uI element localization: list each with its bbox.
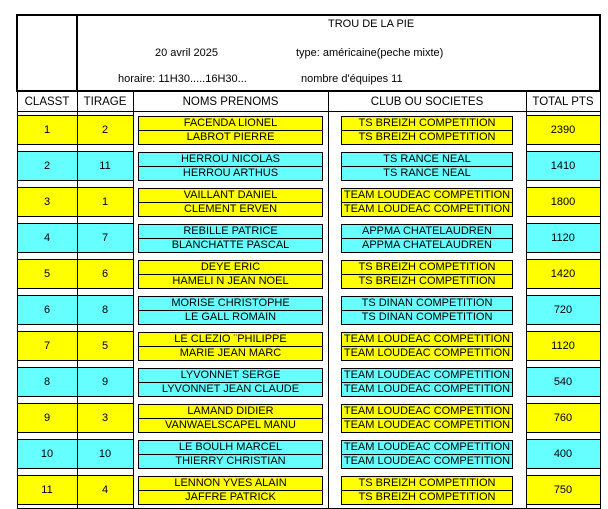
angler-name: CLEMENT ERVEN xyxy=(138,203,323,217)
club-cell xyxy=(328,224,526,239)
tirage-cell: 8 xyxy=(77,296,133,325)
name-cell xyxy=(133,368,328,383)
spacer-cell xyxy=(77,361,133,368)
name-cell xyxy=(133,311,328,325)
angler-name: LABROT PIERRE xyxy=(138,131,323,145)
team-row xyxy=(17,260,600,275)
club-name: APPMA CHATELAUDREN xyxy=(341,224,513,239)
club-cell xyxy=(328,167,526,181)
club-cell xyxy=(328,188,526,203)
spacer-cell xyxy=(77,325,133,332)
spacer-cell xyxy=(526,433,600,440)
tirage-cell: 11 xyxy=(77,152,133,181)
spacer-cell xyxy=(17,469,77,476)
tirage-cell: 6 xyxy=(77,260,133,289)
spacer-cell xyxy=(77,145,133,152)
spacer-cell xyxy=(133,505,328,509)
spacer-cell xyxy=(328,433,526,440)
angler-name: THIERRY CHRISTIAN xyxy=(138,455,323,469)
spacer-cell xyxy=(328,469,526,476)
club-cell xyxy=(328,440,526,455)
team-row xyxy=(17,152,600,167)
team-row xyxy=(17,404,600,419)
col-header-club: CLUB OU SOCIETES xyxy=(328,91,526,112)
club-name: TEAM LOUDEAC COMPETITION xyxy=(341,440,513,455)
name-cell xyxy=(133,167,328,181)
club-name: TEAM LOUDEAC COMPETITION xyxy=(341,383,513,397)
angler-name: MORISE CHRISTOPHE xyxy=(138,296,323,311)
spacer-cell xyxy=(77,217,133,224)
tirage-cell: 2 xyxy=(77,116,133,145)
total-points-cell: 2390 xyxy=(526,116,600,145)
total-points-cell: 540 xyxy=(526,368,600,397)
club-cell xyxy=(328,455,526,469)
event-type: type: américaine(peche mixte) xyxy=(296,47,444,59)
header-blank-cell xyxy=(17,15,77,91)
club-name: TS BREIZH COMPETITION xyxy=(341,491,513,505)
classt-cell: 11 xyxy=(17,476,77,505)
name-cell xyxy=(133,275,328,289)
team-row xyxy=(17,332,600,347)
spacer-cell xyxy=(526,469,600,476)
spacer-cell xyxy=(526,325,600,332)
club-cell xyxy=(328,296,526,311)
team-row xyxy=(17,116,600,131)
angler-name: FACENDA LIONEL xyxy=(138,116,323,131)
club-name: TS BREIZH COMPETITION xyxy=(341,131,513,145)
angler-name: LE BOULH MARCEL xyxy=(138,440,323,455)
club-cell xyxy=(328,491,526,505)
classt-cell: 6 xyxy=(17,296,77,325)
club-name: TS BREIZH COMPETITION xyxy=(341,116,513,131)
name-cell xyxy=(133,116,328,131)
name-cell xyxy=(133,188,328,203)
team-row xyxy=(17,440,600,455)
spacer-cell xyxy=(17,181,77,188)
spacer-cell xyxy=(526,289,600,296)
angler-name: LAMAND DIDIER xyxy=(138,404,323,419)
team-row xyxy=(17,188,600,203)
event-horaire: horaire: 11H30.....16H30... xyxy=(118,73,247,85)
header-info-cell xyxy=(77,15,600,91)
tirage-cell: 9 xyxy=(77,368,133,397)
tirage-cell: 4 xyxy=(77,476,133,505)
classt-cell: 4 xyxy=(17,224,77,253)
classt-cell: 8 xyxy=(17,368,77,397)
row-spacer xyxy=(17,433,600,440)
club-cell xyxy=(328,311,526,325)
spacer-cell xyxy=(17,253,77,260)
angler-name: LYVONNET SERGE xyxy=(138,368,323,383)
row-spacer xyxy=(17,217,600,224)
club-cell xyxy=(328,260,526,275)
angler-name: REBILLE PATRICE xyxy=(138,224,323,239)
row-spacer xyxy=(17,505,600,509)
name-cell xyxy=(133,383,328,397)
angler-name: LE CLEZIO ¨PHILIPPE xyxy=(138,332,323,347)
spacer-cell xyxy=(328,397,526,404)
name-cell xyxy=(133,491,328,505)
angler-name: LENNON YVES ALAIN xyxy=(138,476,323,491)
name-cell xyxy=(133,455,328,469)
angler-name: HERROU ARTHUS xyxy=(138,167,323,181)
spacer-cell xyxy=(133,289,328,296)
tirage-cell: 1 xyxy=(77,188,133,217)
name-cell xyxy=(133,260,328,275)
angler-name: DEYE ERIC xyxy=(138,260,323,275)
col-header-total: TOTAL PTS xyxy=(526,91,600,112)
club-name: TEAM LOUDEAC COMPETITION xyxy=(341,404,513,419)
classt-cell: 2 xyxy=(17,152,77,181)
name-cell xyxy=(133,404,328,419)
club-cell xyxy=(328,332,526,347)
total-points-cell: 720 xyxy=(526,296,600,325)
club-cell xyxy=(328,203,526,217)
total-points-cell: 750 xyxy=(526,476,600,505)
club-name: TEAM LOUDEAC COMPETITION xyxy=(341,455,513,469)
club-cell xyxy=(328,419,526,433)
club-cell xyxy=(328,152,526,167)
total-points-cell: 1410 xyxy=(526,152,600,181)
angler-name: HERROU NICOLAS xyxy=(138,152,323,167)
total-points-cell: 1420 xyxy=(526,260,600,289)
row-spacer xyxy=(17,469,600,476)
club-name: TS RANCE NEAL xyxy=(341,152,513,167)
results-sheet xyxy=(16,14,599,509)
angler-name: MARIE JEAN MARC xyxy=(138,347,323,361)
spacer-cell xyxy=(17,325,77,332)
club-cell xyxy=(328,131,526,145)
club-name: TS DINAN COMPETITION xyxy=(341,311,513,325)
name-cell xyxy=(133,203,328,217)
club-name: TS BREIZH COMPETITION xyxy=(341,260,513,275)
spacer-cell xyxy=(133,145,328,152)
spacer-cell xyxy=(77,505,133,509)
spacer-cell xyxy=(133,469,328,476)
spacer-cell xyxy=(526,361,600,368)
club-cell xyxy=(328,368,526,383)
name-cell xyxy=(133,419,328,433)
spacer-cell xyxy=(77,253,133,260)
total-points-cell: 760 xyxy=(526,404,600,433)
name-cell xyxy=(133,152,328,167)
spacer-cell xyxy=(133,433,328,440)
classt-cell: 10 xyxy=(17,440,77,469)
row-spacer xyxy=(17,289,600,296)
name-cell xyxy=(133,476,328,491)
spacer-cell xyxy=(133,253,328,260)
club-name: TS BREIZH COMPETITION xyxy=(341,476,513,491)
spacer-cell xyxy=(17,145,77,152)
club-cell xyxy=(328,383,526,397)
spacer-cell xyxy=(328,145,526,152)
total-points-cell: 1120 xyxy=(526,332,600,361)
name-cell xyxy=(133,239,328,253)
club-cell xyxy=(328,239,526,253)
tirage-cell: 5 xyxy=(77,332,133,361)
event-date: 20 avril 2025 xyxy=(155,47,218,59)
name-cell xyxy=(133,440,328,455)
team-count: nombre d'équipes 11 xyxy=(301,73,403,85)
classt-cell: 1 xyxy=(17,116,77,145)
club-name: TEAM LOUDEAC COMPETITION xyxy=(341,188,513,203)
club-name: TEAM LOUDEAC COMPETITION xyxy=(341,332,513,347)
spacer-cell xyxy=(526,505,600,509)
angler-name: VAILLANT DANIEL xyxy=(138,188,323,203)
spacer-cell xyxy=(328,505,526,509)
row-spacer xyxy=(17,145,600,152)
angler-name: HAMELI N JEAN NOEL xyxy=(138,275,323,289)
spacer-cell xyxy=(77,289,133,296)
col-header-noms: NOMS PRENOMS xyxy=(133,91,328,112)
spacer-cell xyxy=(17,505,77,509)
angler-name: LYVONNET JEAN CLAUDE xyxy=(138,383,323,397)
row-spacer xyxy=(17,181,600,188)
spacer-cell xyxy=(526,145,600,152)
club-cell xyxy=(328,116,526,131)
spacer-cell xyxy=(133,325,328,332)
total-points-cell: 1120 xyxy=(526,224,600,253)
spacer-cell xyxy=(77,433,133,440)
spacer-cell xyxy=(17,433,77,440)
spacer-cell xyxy=(77,181,133,188)
spacer-cell xyxy=(328,289,526,296)
angler-name: BLANCHATTE PASCAL xyxy=(138,239,323,253)
row-spacer xyxy=(17,397,600,404)
row-spacer xyxy=(17,325,600,332)
team-row xyxy=(17,476,600,491)
col-header-tirage: TIRAGE xyxy=(77,91,133,112)
name-cell xyxy=(133,332,328,347)
spacer-cell xyxy=(526,181,600,188)
spacer-cell xyxy=(328,361,526,368)
spacer-cell xyxy=(77,469,133,476)
tirage-cell: 3 xyxy=(77,404,133,433)
spacer-cell xyxy=(526,253,600,260)
club-name: TEAM LOUDEAC COMPETITION xyxy=(341,347,513,361)
classt-cell: 9 xyxy=(17,404,77,433)
classt-cell: 7 xyxy=(17,332,77,361)
club-name: TEAM LOUDEAC COMPETITION xyxy=(341,419,513,433)
club-cell xyxy=(328,347,526,361)
spacer-cell xyxy=(17,217,77,224)
event-title: TROU DE LA PIE xyxy=(328,18,415,30)
club-name: TS BREIZH COMPETITION xyxy=(341,275,513,289)
club-name: TEAM LOUDEAC COMPETITION xyxy=(341,368,513,383)
club-cell xyxy=(328,476,526,491)
spacer-cell xyxy=(133,217,328,224)
classt-cell: 5 xyxy=(17,260,77,289)
club-name: TS RANCE NEAL xyxy=(341,167,513,181)
total-points-cell: 400 xyxy=(526,440,600,469)
name-cell xyxy=(133,296,328,311)
angler-name: JAFFRE PATRICK xyxy=(138,491,323,505)
spacer-cell xyxy=(17,289,77,296)
name-cell xyxy=(133,224,328,239)
spacer-cell xyxy=(133,397,328,404)
row-spacer xyxy=(17,361,600,368)
tirage-cell: 7 xyxy=(77,224,133,253)
team-row xyxy=(17,368,600,383)
angler-name: LE GALL ROMAIN xyxy=(138,311,323,325)
angler-name: VANWAELSCAPEL MANU xyxy=(138,419,323,433)
results-table xyxy=(16,14,601,509)
spacer-cell xyxy=(77,397,133,404)
team-row xyxy=(17,224,600,239)
name-cell xyxy=(133,131,328,145)
club-name: TS DINAN COMPETITION xyxy=(341,296,513,311)
spacer-cell xyxy=(133,361,328,368)
spacer-cell xyxy=(17,397,77,404)
spacer-cell xyxy=(17,361,77,368)
spacer-cell xyxy=(328,325,526,332)
tirage-cell: 10 xyxy=(77,440,133,469)
name-cell xyxy=(133,347,328,361)
spacer-cell xyxy=(328,253,526,260)
row-spacer xyxy=(17,253,600,260)
club-name: TEAM LOUDEAC COMPETITION xyxy=(341,203,513,217)
spacer-cell xyxy=(133,181,328,188)
col-header-classt: CLASST xyxy=(17,91,77,112)
spacer-cell xyxy=(328,181,526,188)
team-row xyxy=(17,296,600,311)
spacer-cell xyxy=(526,217,600,224)
spacer-cell xyxy=(526,397,600,404)
column-header-row xyxy=(17,91,600,112)
spacer-cell xyxy=(328,217,526,224)
club-cell xyxy=(328,404,526,419)
club-cell xyxy=(328,275,526,289)
club-name: APPMA CHATELAUDREN xyxy=(341,239,513,253)
total-points-cell: 1800 xyxy=(526,188,600,217)
classt-cell: 3 xyxy=(17,188,77,217)
